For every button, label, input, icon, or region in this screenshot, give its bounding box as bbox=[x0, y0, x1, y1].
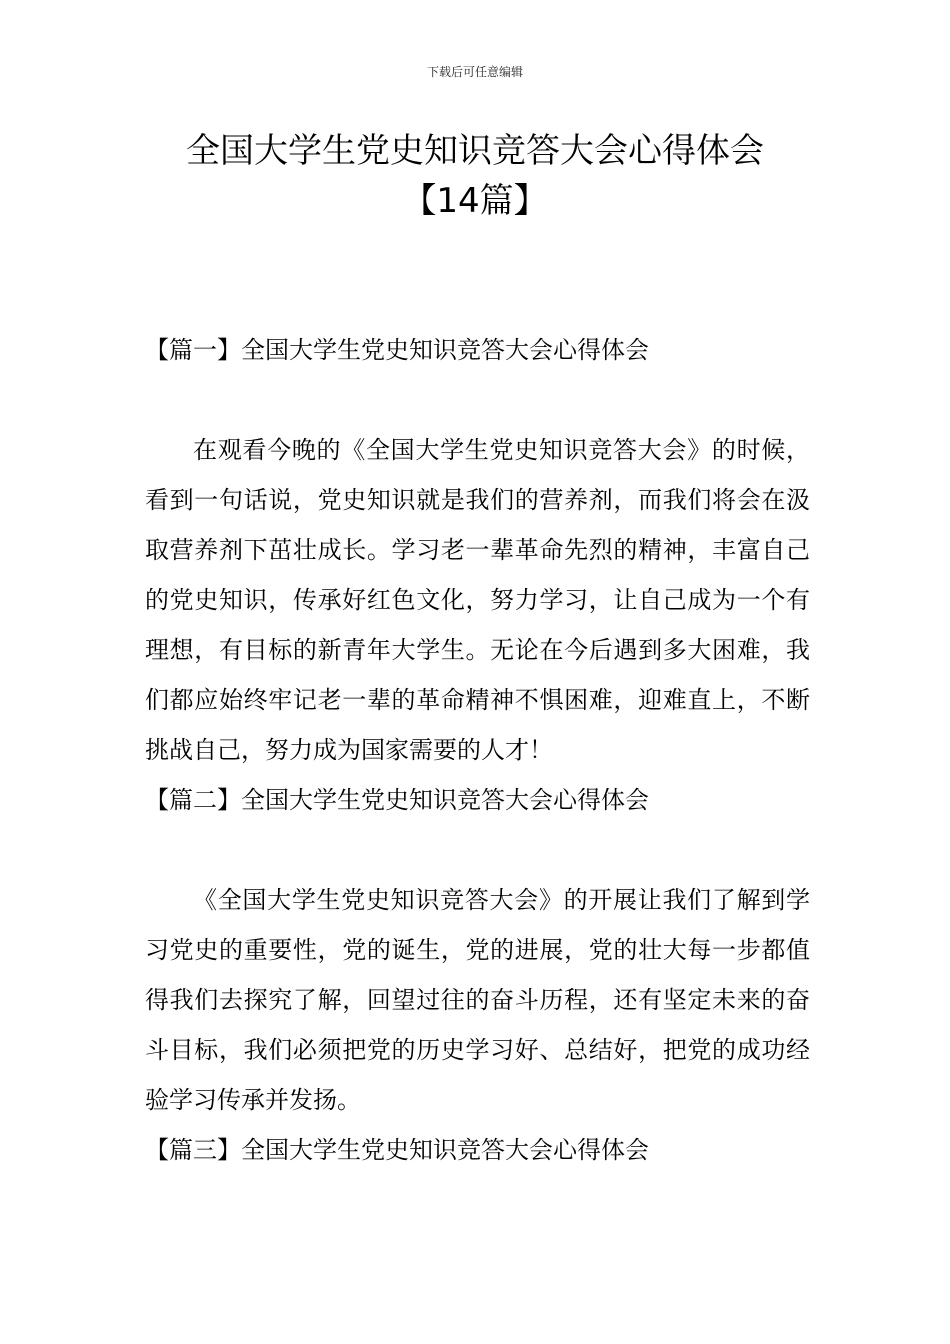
section-spacer bbox=[145, 375, 810, 425]
document-content bbox=[145, 325, 810, 1175]
document-title-line-2: 【14篇】 bbox=[402, 181, 548, 221]
section-heading-3: 【篇三】全国大学生党史知识竞答大会心得体会 bbox=[145, 1136, 649, 1164]
section-body-2: 《全国大学生党史知识竞答大会》的开展让我们了解到学习党史的重要性，党的诞生，党的进展，党的壮大每一步都值得我们去探究了解，回望过往的奋斗历程，还有坚定未来的奋斗目标，我们必须把党的历史学习好、总结好，把党的成功经验学习传承并发扬。 bbox=[145, 886, 810, 1114]
section-body-1: 在观看今晚的《全国大学生党史知识竞答大会》的时候，看到一句话说，党史知识就是我们的营养剂，而我们将会在汲取营养剂下茁壮成长。学习老一辈革命先烈的精神，丰富自己的党史知识，传承好红色文化，努力学习，让自己成为一个有理想，有目标的新青年大学生。无论在今后遇到多大困难，我们都应始终牢记老一辈的革命精神不惧困难，迎难直上，不断挑战自己，努力成为国家需要的人才！ bbox=[145, 436, 810, 764]
document-title-line-1: 全国大学生党史知识竞答大会心得体会 bbox=[186, 131, 764, 171]
section-heading-1: 【篇一】全国大学生党史知识竞答大会心得体会 bbox=[145, 336, 649, 364]
page-header-note: 下载后可任意编辑 bbox=[426, 65, 523, 79]
document-title bbox=[95, 126, 855, 226]
section-spacer bbox=[145, 825, 810, 875]
section-heading-2: 【篇二】全国大学生党史知识竞答大会心得体会 bbox=[145, 786, 649, 814]
